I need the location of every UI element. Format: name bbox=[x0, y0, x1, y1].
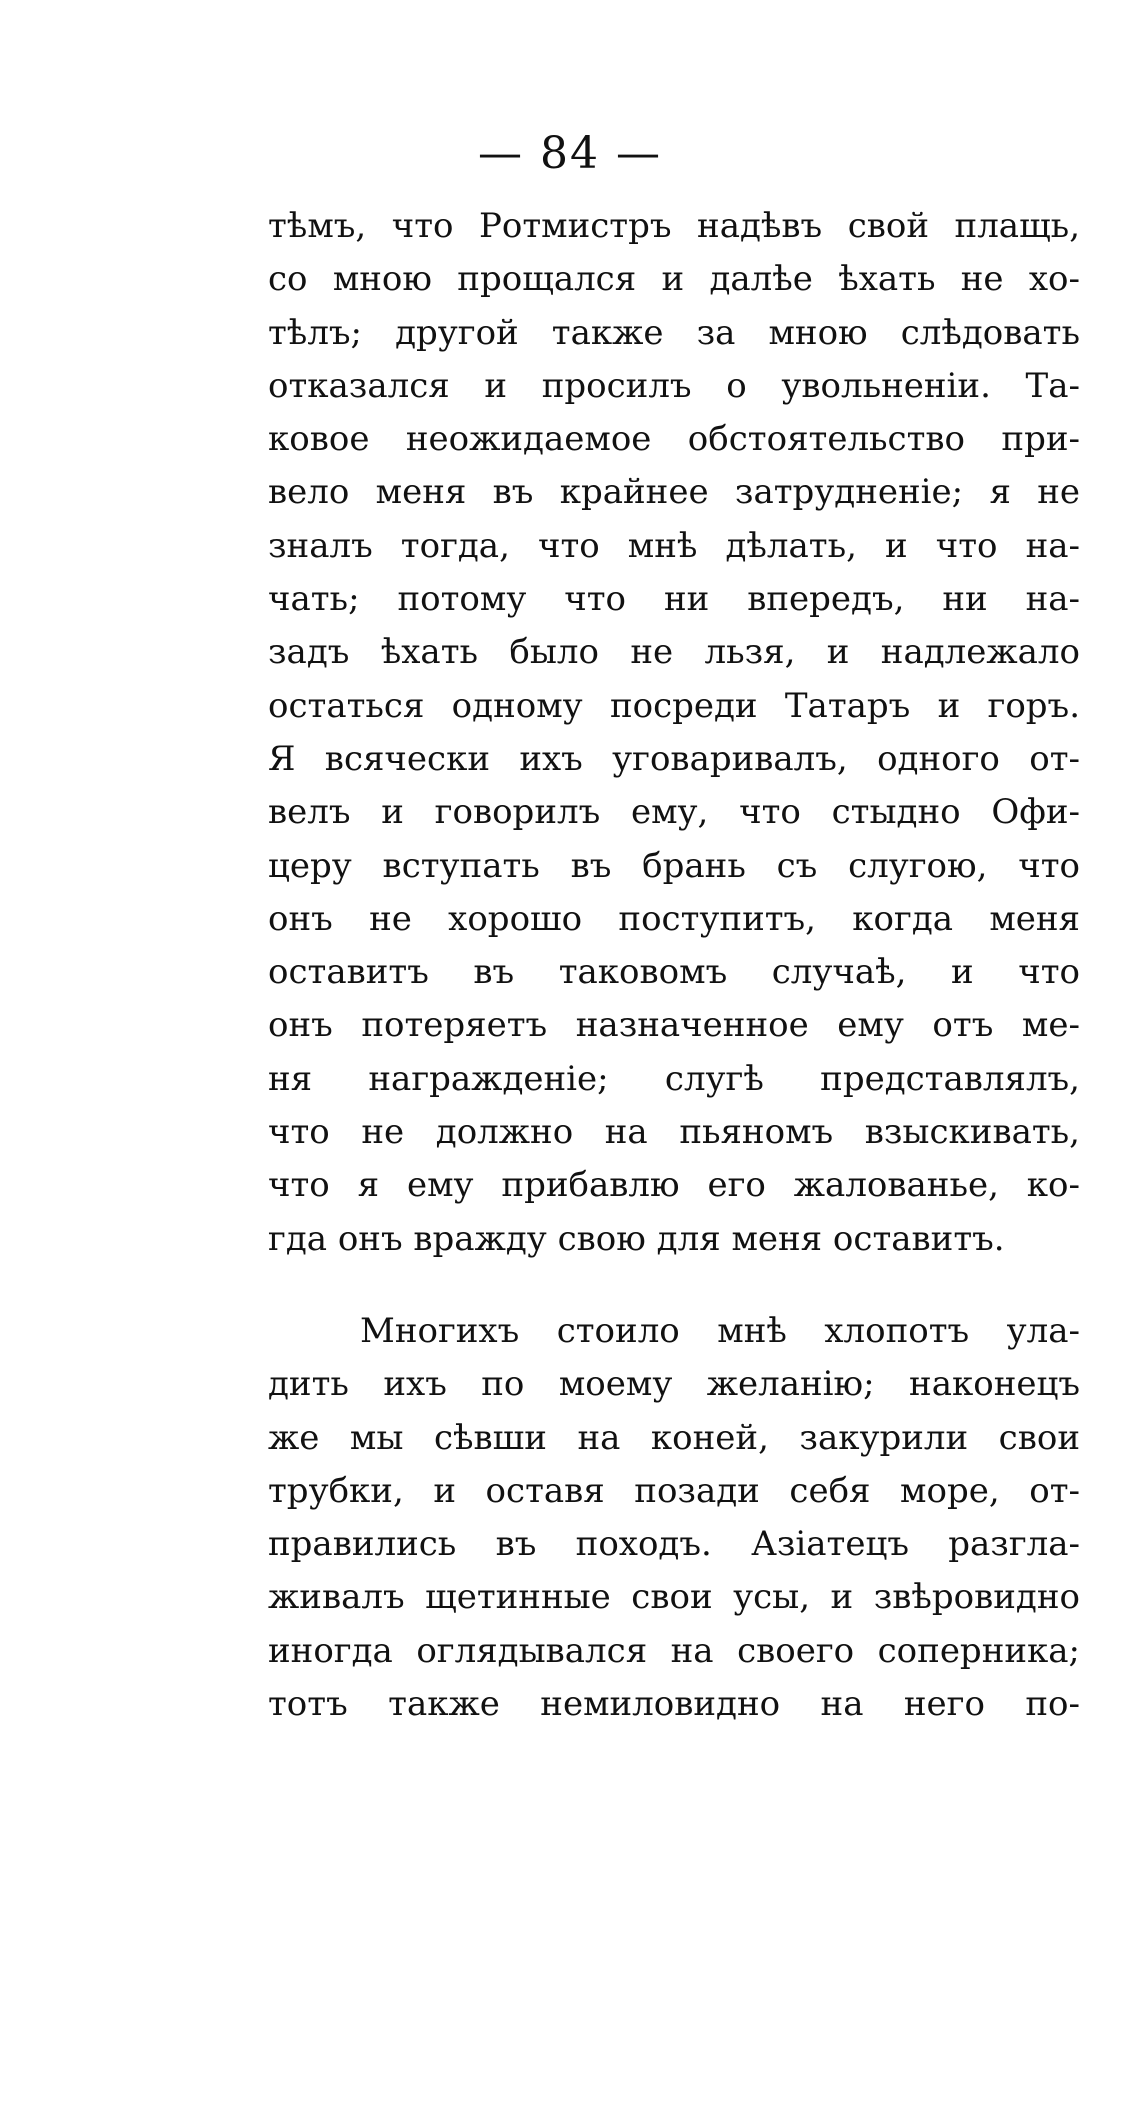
text-line: остаться одному посреди Татаръ и горъ. bbox=[268, 685, 1080, 726]
text-line: чать; потому что ни впередъ, ни на- bbox=[268, 579, 1080, 620]
paragraph-2 bbox=[268, 1305, 1080, 1731]
text-line: вело меня въ крайнее затрудненіе; я не bbox=[268, 472, 1080, 513]
text-line: ковое неожидаемое обстоятельство при- bbox=[268, 419, 1080, 460]
text-line: что не должно на пьяномъ взыскивать, bbox=[268, 1112, 1080, 1153]
text-line: онъ не хорошо поступитъ, когда меня bbox=[268, 898, 1080, 939]
text-line: оставитъ въ таковомъ случаѣ, и что bbox=[268, 952, 1080, 993]
paragraph-1 bbox=[268, 200, 1080, 1266]
text-line: ня награжденіе; слугѣ представлялъ, bbox=[268, 1058, 1080, 1099]
text-line: тотъ также немиловидно на него по- bbox=[268, 1684, 1080, 1725]
text-line: церу вступать въ брань съ слугою, что bbox=[268, 845, 1080, 886]
text-line: что я ему прибавлю его жалованье, ко- bbox=[268, 1165, 1080, 1206]
text-line: Я всячески ихъ уговаривалъ, одного от- bbox=[268, 738, 1080, 779]
text-line: гда онъ вражду свою для меня оставитъ. bbox=[268, 1218, 1005, 1259]
text-line: Многихъ стоило мнѣ хлопотъ ула- bbox=[360, 1311, 1080, 1351]
text-line: дить ихъ по моему желанію; наконецъ bbox=[268, 1364, 1080, 1405]
text-line: трубки, и оставя позади себя море, от- bbox=[268, 1470, 1080, 1511]
text-line: правились въ походъ. Азіатецъ разгла- bbox=[268, 1524, 1080, 1565]
text-line: тѣмъ, что Ротмистръ надѣвъ свой плащь, bbox=[268, 206, 1080, 246]
page-number: — 84 — bbox=[478, 128, 662, 179]
text-line: же мы сѣвши на коней, закурили свои bbox=[268, 1417, 1080, 1458]
text-line: живалъ щетинные свои усы, и звѣровидно bbox=[268, 1577, 1080, 1618]
text-line: со мною прощался и далѣе ѣхать не хо- bbox=[268, 259, 1080, 300]
text-line: отказался и просилъ о увольненіи. Та- bbox=[268, 365, 1080, 406]
text-line: иногда оглядывался на своего соперника; bbox=[268, 1630, 1080, 1671]
text-line: тѣлъ; другой также за мною слѣдовать bbox=[268, 312, 1080, 353]
text-line: велъ и говорилъ ему, что стыдно Офи- bbox=[268, 792, 1080, 833]
text-line: онъ потеряетъ назначенное ему отъ ме- bbox=[268, 1005, 1080, 1046]
text-line: зналъ тогда, что мнѣ дѣлать, и что на- bbox=[268, 525, 1080, 566]
text-line: задъ ѣхать было не льзя, и надлежало bbox=[268, 632, 1080, 673]
